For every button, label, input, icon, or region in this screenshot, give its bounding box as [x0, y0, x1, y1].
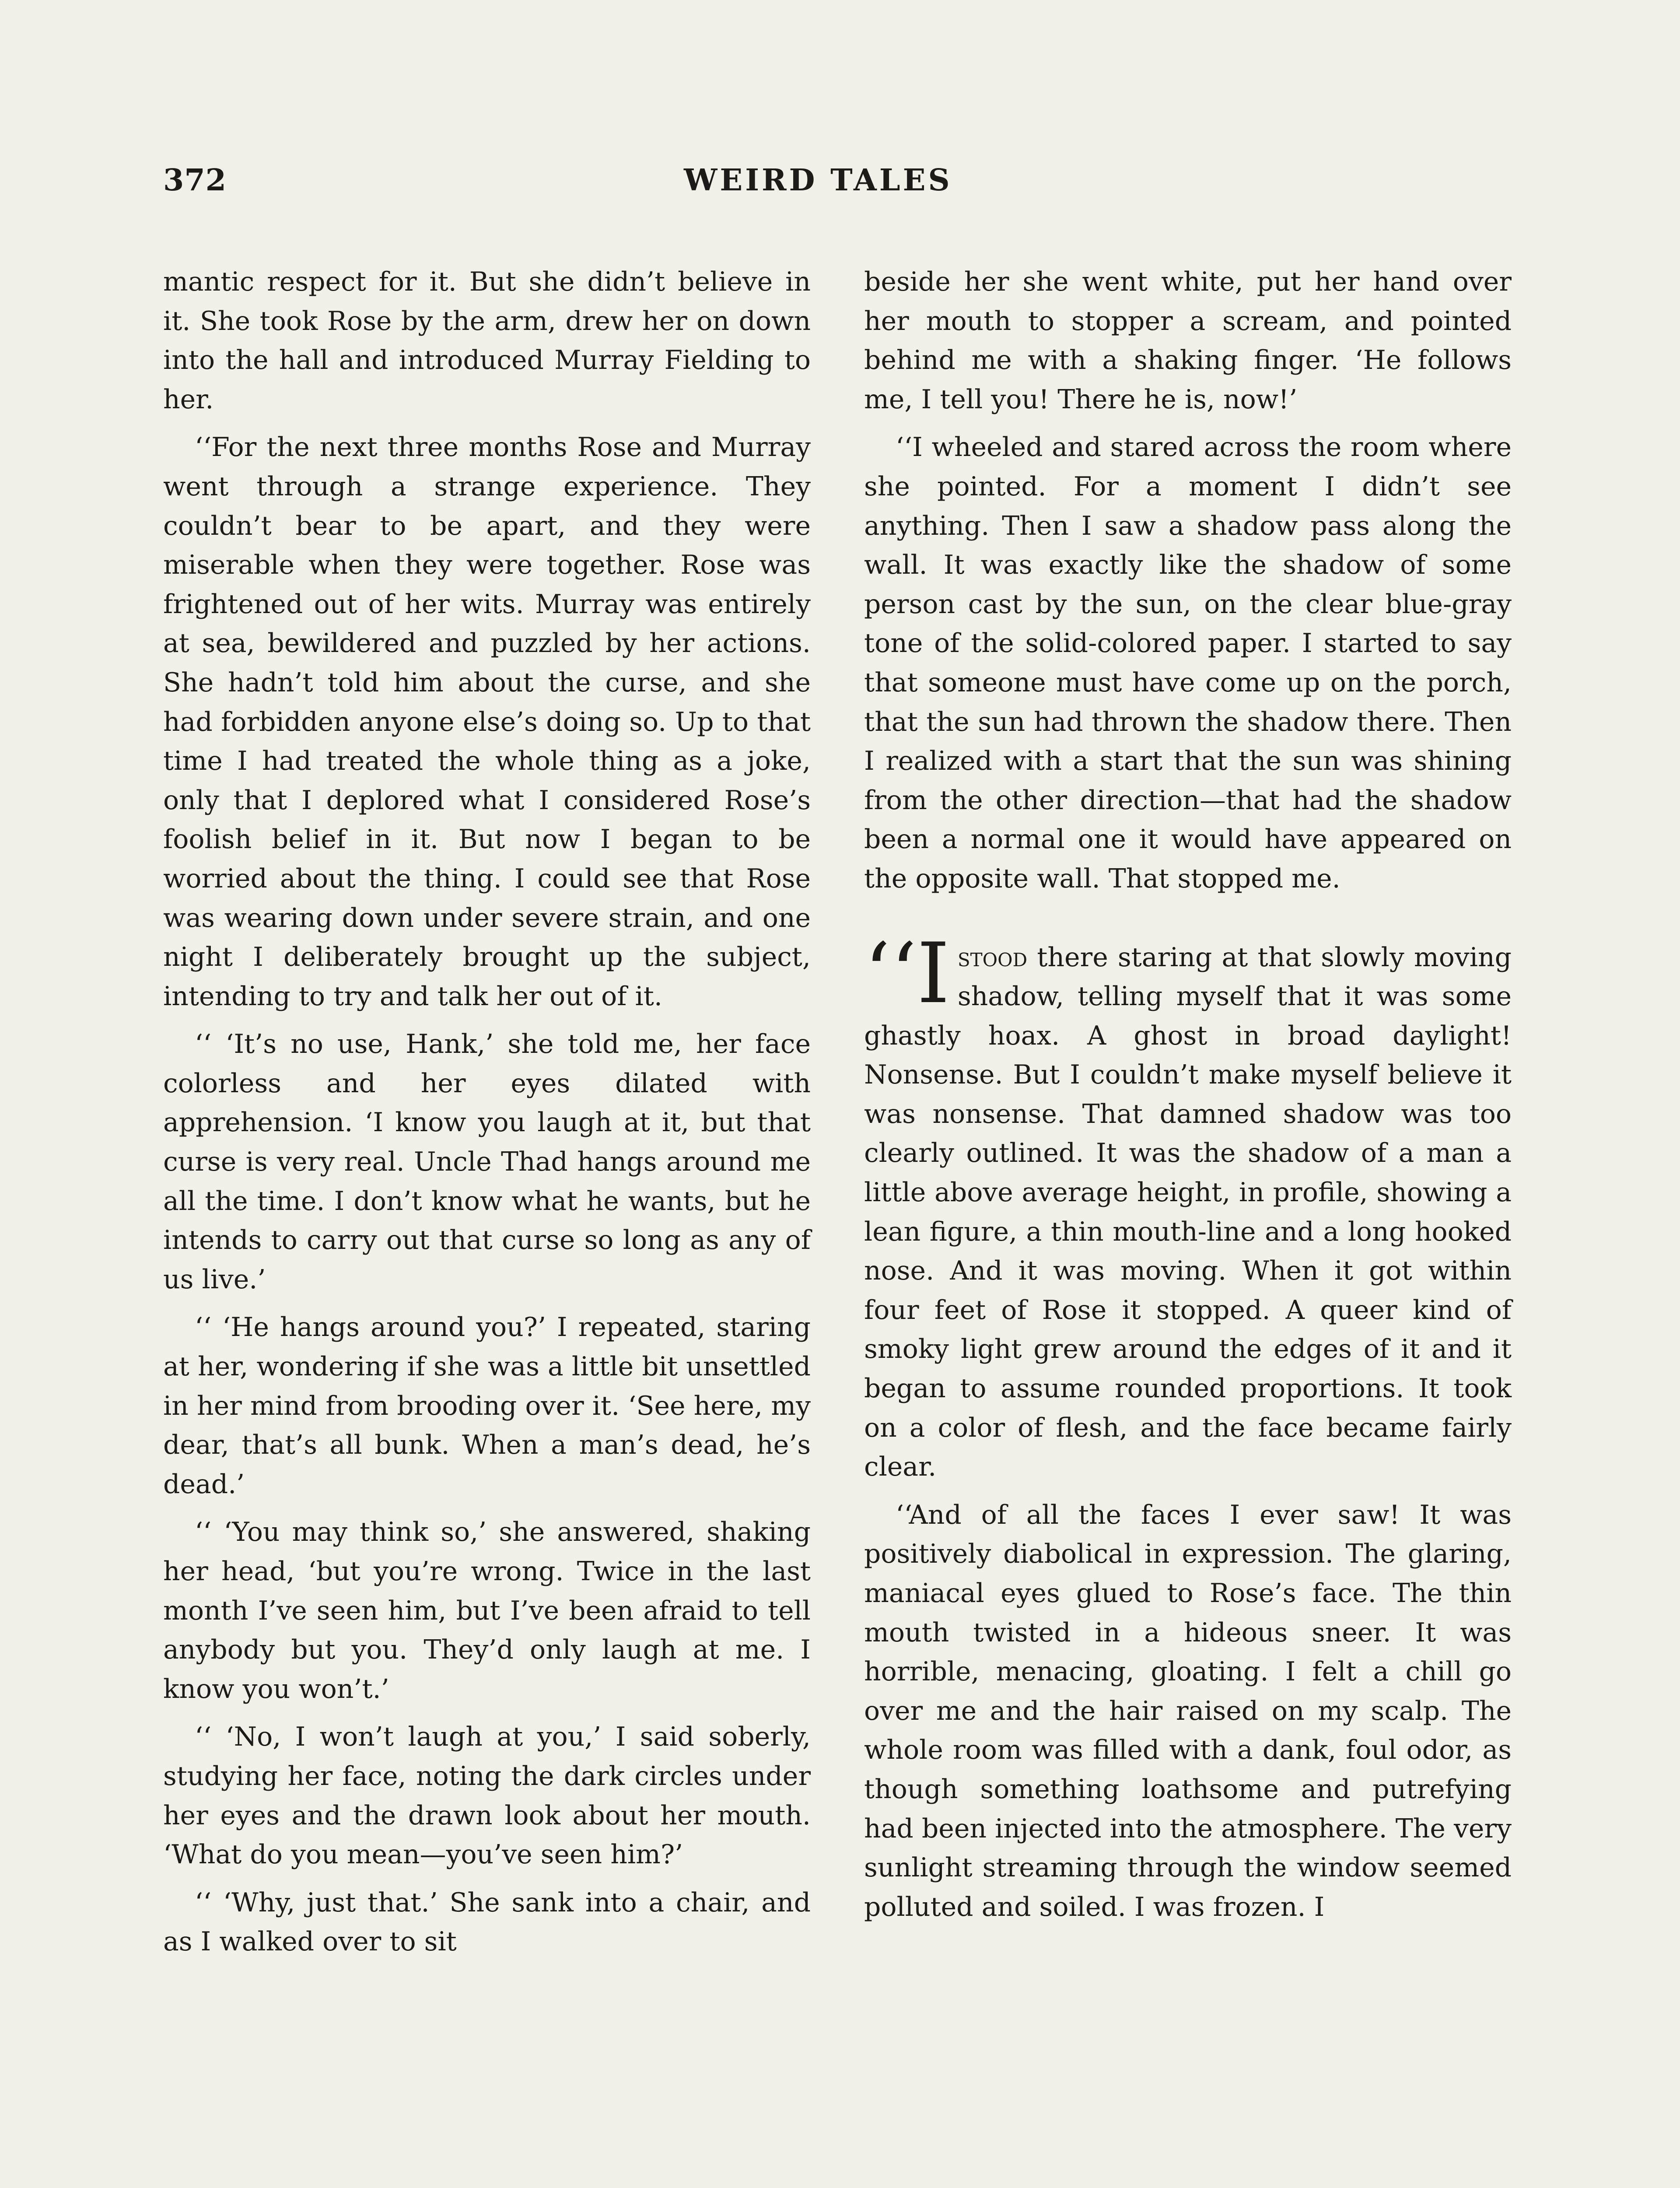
running-title: WEIRD TALES — [684, 163, 952, 198]
paragraph: ‘‘ ‘It’s no use, Hank,’ she told me, her face colorless and her eyes dilated with apprehension. ‘I know you laugh at it, but that curse is very real. Uncle Thad hangs around me all the time. I don’t know what he wants, but he intends to carry out that curse so long as any of us live.’ — [163, 1029, 811, 1295]
paragraph: ‘‘I wheeled and stared across the room where she pointed. For a moment I didn’t see anything. Then I saw a shadow pass along the wall. It was exactly like the shadow of some person cast by the sun, on the clear blue-gray tone of the solid-colored paper. I started to say that someone must have come up on the porch, that the sun had thrown the shadow there. Then I realized with a start that the sun was shining from the other direction—that had the shadow been a normal one it would have appeared on the opposite wall. That stopped me. — [864, 432, 1512, 894]
drop-cap: ‘‘I — [864, 925, 950, 1022]
paragraph: ‘‘ ‘He hangs around you?’ I repeated, staring at her, wondering if she was a little bit unsettled in her mind from brooding over it. ‘See here, my dear, that’s all bunk. When a man’s dead, he’s dead.’ — [163, 1312, 811, 1500]
paragraph: ‘‘ ‘You may think so,’ she answered, shaking her head, ‘but you’re wrong. Twice in the last month I’ve seen him, but I’ve been afraid to tell anybody but you. They’d only laugh at me. I know you won’t.’ — [163, 1517, 811, 1704]
paragraph: ‘‘And of all the faces I ever saw! It was positively diabolical in expression. The glaring, maniacal eyes glued to Rose’s face. The thin mouth twisted in a hideous sneer. It was horrible, menacing, gloating. I felt a chill go over me and the hair raised on my scalp. The whole room was filled with a dank, foul odor, as though something loathsome and putrefying had been injected into the atmosphere. The very sunlight streaming through the window seemed polluted and soiled. I was frozen. I — [864, 1499, 1512, 1922]
paragraph: ‘‘For the next three months Rose and Murray went through a strange experience. They couldn’t bear to be apart, and they were miserable when they were together. Rose was frightened out of her wits. Murray was entirely at sea, bewildered and puzzled by her actions. She hadn’t told him about the curse, and she had forbidden anyone else’s doing so. Up to that time I had treated the whole thing as a joke, only that I deplored what I considered Rose’s foolish belief in it. But now I began to be worried about the thing. I could see that Rose was wearing down under severe strain, and one night I deliberately brought up the subject, intending to try and talk her out of it. — [163, 432, 811, 1012]
left-column — [163, 263, 811, 1962]
paragraph: ‘‘ ‘Why, just that.’ She sank into a chair, and as I walked over to sit — [163, 1887, 811, 1957]
section-break — [864, 899, 1512, 938]
dropcap-paragraph — [864, 925, 1512, 1487]
right-column — [864, 263, 1512, 1927]
page-number: 372 — [163, 163, 227, 198]
paragraph: ‘‘ ‘No, I won’t laugh at you,’ I said soberly, studying her face, noting the dark circles under her eyes and the drawn look about her mouth. ‘What do you mean—you’ve seen him?’ — [163, 1722, 811, 1870]
paragraph: mantic respect for it. But she didn’t believe in it. She took Rose by the arm, drew her on down into the hall and introduced Murray Fielding to her. — [163, 266, 811, 415]
smallcaps-lead: stood — [957, 942, 1028, 973]
running-header — [163, 163, 990, 207]
paragraph: beside her she went white, put her hand over her mouth to stopper a scream, and pointed behind me with a shaking finger. ‘He follows me, I tell you! There he is, now!’ — [864, 266, 1512, 415]
paragraph-text: there staring at that slowly moving shadow, telling myself that it was some ghastly hoax. A ghost in broad daylight! Nonsense. But I couldn’t make myself believe it was nonsense. That damned shadow was too clearly outlined. It was the shadow of a man a little above average height, in profile, showing a lean figure, a thin mouth-line and a long hooked nose. And it was moving. When it got within four feet of Rose it stopped. A queer kind of smoky light grew around the edges of it and it began to assume rounded proportions. It took on a color of flesh, and the face became fairly clear. — [864, 942, 1512, 1483]
